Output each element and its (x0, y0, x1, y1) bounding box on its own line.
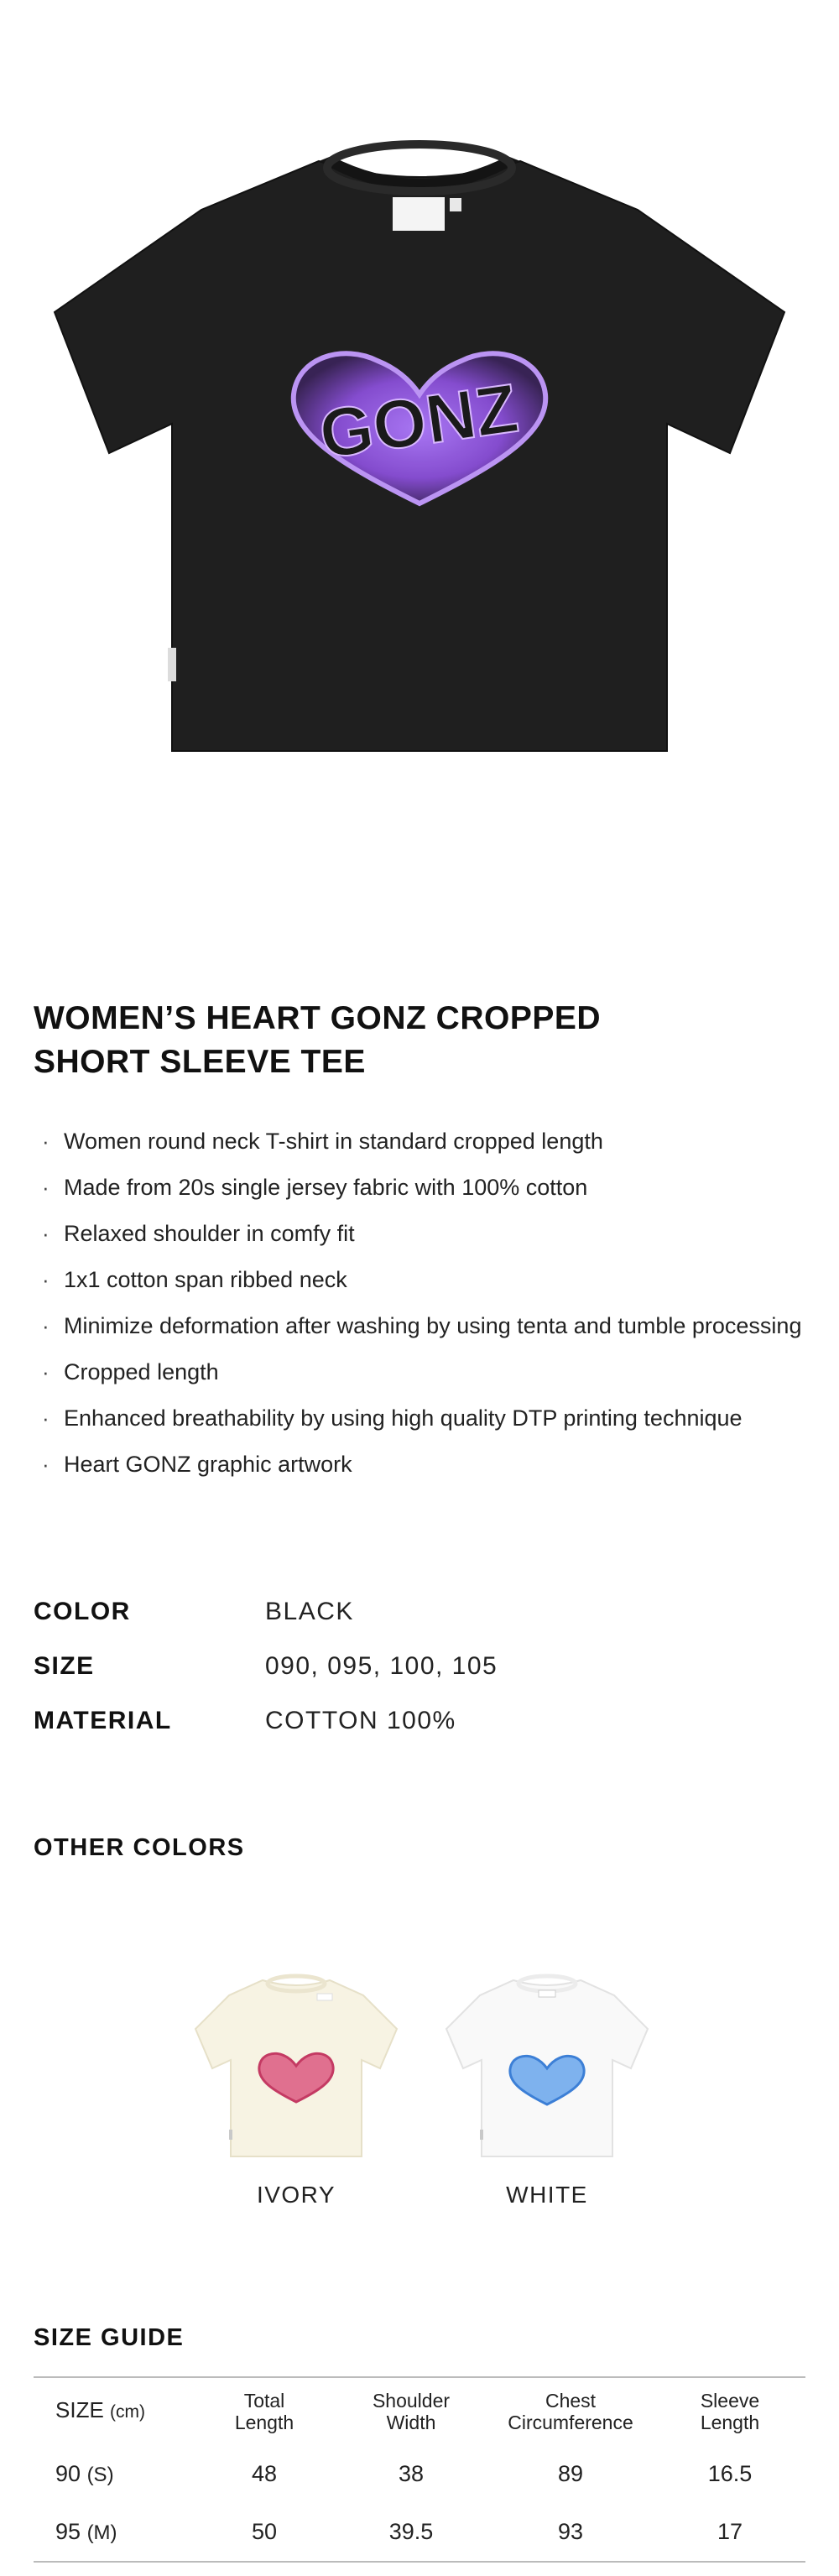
size-cell: 90 (S) (55, 2460, 114, 2486)
color-option-white[interactable] (421, 1930, 673, 2232)
bullet-icon: · (42, 1175, 50, 1200)
tshirt-ivory-image (170, 1930, 422, 2173)
spec-label: MATERIAL (34, 1706, 172, 1734)
product-title-line2: SHORT SLEEVE TEE (34, 1044, 366, 1080)
spec-value: BLACK (265, 1597, 354, 1625)
feature-item: · Women round neck T-shirt in standard cropped length (34, 1123, 822, 1169)
feature-item: · 1x1 cotton span ribbed neck (34, 1261, 822, 1307)
spec-value: 090, 095, 100, 105 (265, 1651, 498, 1680)
spec-row-size (34, 1639, 789, 1693)
product-title (34, 997, 789, 1084)
feature-list (34, 1123, 822, 1492)
bullet-icon: · (42, 1452, 50, 1477)
header-shoulder-width: Shoulder Width (372, 2389, 451, 2433)
other-colors-title: OTHER COLORS (34, 1834, 245, 1861)
bullet-icon: · (42, 1221, 50, 1246)
spec-row-color (34, 1584, 789, 1639)
bullet-icon: · (42, 1313, 50, 1338)
spec-table (34, 1584, 789, 1748)
table-row (34, 2503, 805, 2562)
bullet-icon: · (42, 1359, 50, 1384)
sleeve-cell: 17 (717, 2519, 743, 2544)
sleeve-cell: 16.5 (707, 2460, 753, 2486)
table-row (34, 2444, 805, 2503)
heart-graphic-text: GONZ (315, 370, 523, 474)
side-tag (168, 648, 176, 681)
color-option-label[interactable]: IVORY (256, 2182, 336, 2208)
size-guide-title: SIZE GUIDE (34, 2324, 185, 2351)
feature-item: · Made from 20s single jersey fabric with 100% cotton (34, 1169, 822, 1215)
feature-item: · Relaxed shoulder in comfy fit (34, 1215, 822, 1261)
spec-value: COTTON 100% (265, 1706, 456, 1734)
header-sleeve: Sleeve Length (700, 2389, 760, 2433)
bullet-icon: · (42, 1129, 50, 1154)
feature-item: · Minimize deformation after washing by using tenta and tumble processing (34, 1307, 822, 1353)
bullet-icon: · (42, 1267, 50, 1292)
tshirt-black-image (0, 0, 839, 923)
product-title-line1: WOMEN’S HEART GONZ CROPPED (34, 1000, 602, 1036)
color-option-label[interactable]: WHITE (506, 2182, 588, 2208)
total-length-cell: 50 (251, 2519, 278, 2544)
neck-label (393, 197, 445, 231)
header-total-length: Total Length (234, 2389, 294, 2433)
spec-label: SIZE (34, 1651, 95, 1680)
spec-row-material (34, 1693, 789, 1748)
product-image (0, 0, 839, 923)
chest-cell: 89 (557, 2460, 584, 2486)
size-guide-table (34, 2376, 805, 2563)
chest-cell: 93 (557, 2519, 584, 2544)
shoulder-width-cell: 38 (398, 2460, 425, 2486)
feature-item: · Cropped length (34, 1353, 822, 1400)
header-chest: Chest Circumference (508, 2389, 633, 2433)
size-table-header (34, 2377, 805, 2444)
total-length-cell: 48 (251, 2460, 278, 2486)
feature-item: · Heart GONZ graphic artwork (34, 1446, 822, 1492)
color-option-ivory[interactable] (170, 1930, 422, 2232)
shoulder-width-cell: 39.5 (388, 2519, 434, 2544)
feature-item: · Enhanced breathability by using high quality DTP printing technique (34, 1400, 822, 1446)
header-size: SIZE (cm) (55, 2397, 146, 2422)
spec-label: COLOR (34, 1597, 131, 1625)
bullet-icon: · (42, 1405, 50, 1431)
tshirt-white-image (421, 1930, 673, 2173)
size-cell: 95 (M) (55, 2519, 117, 2544)
